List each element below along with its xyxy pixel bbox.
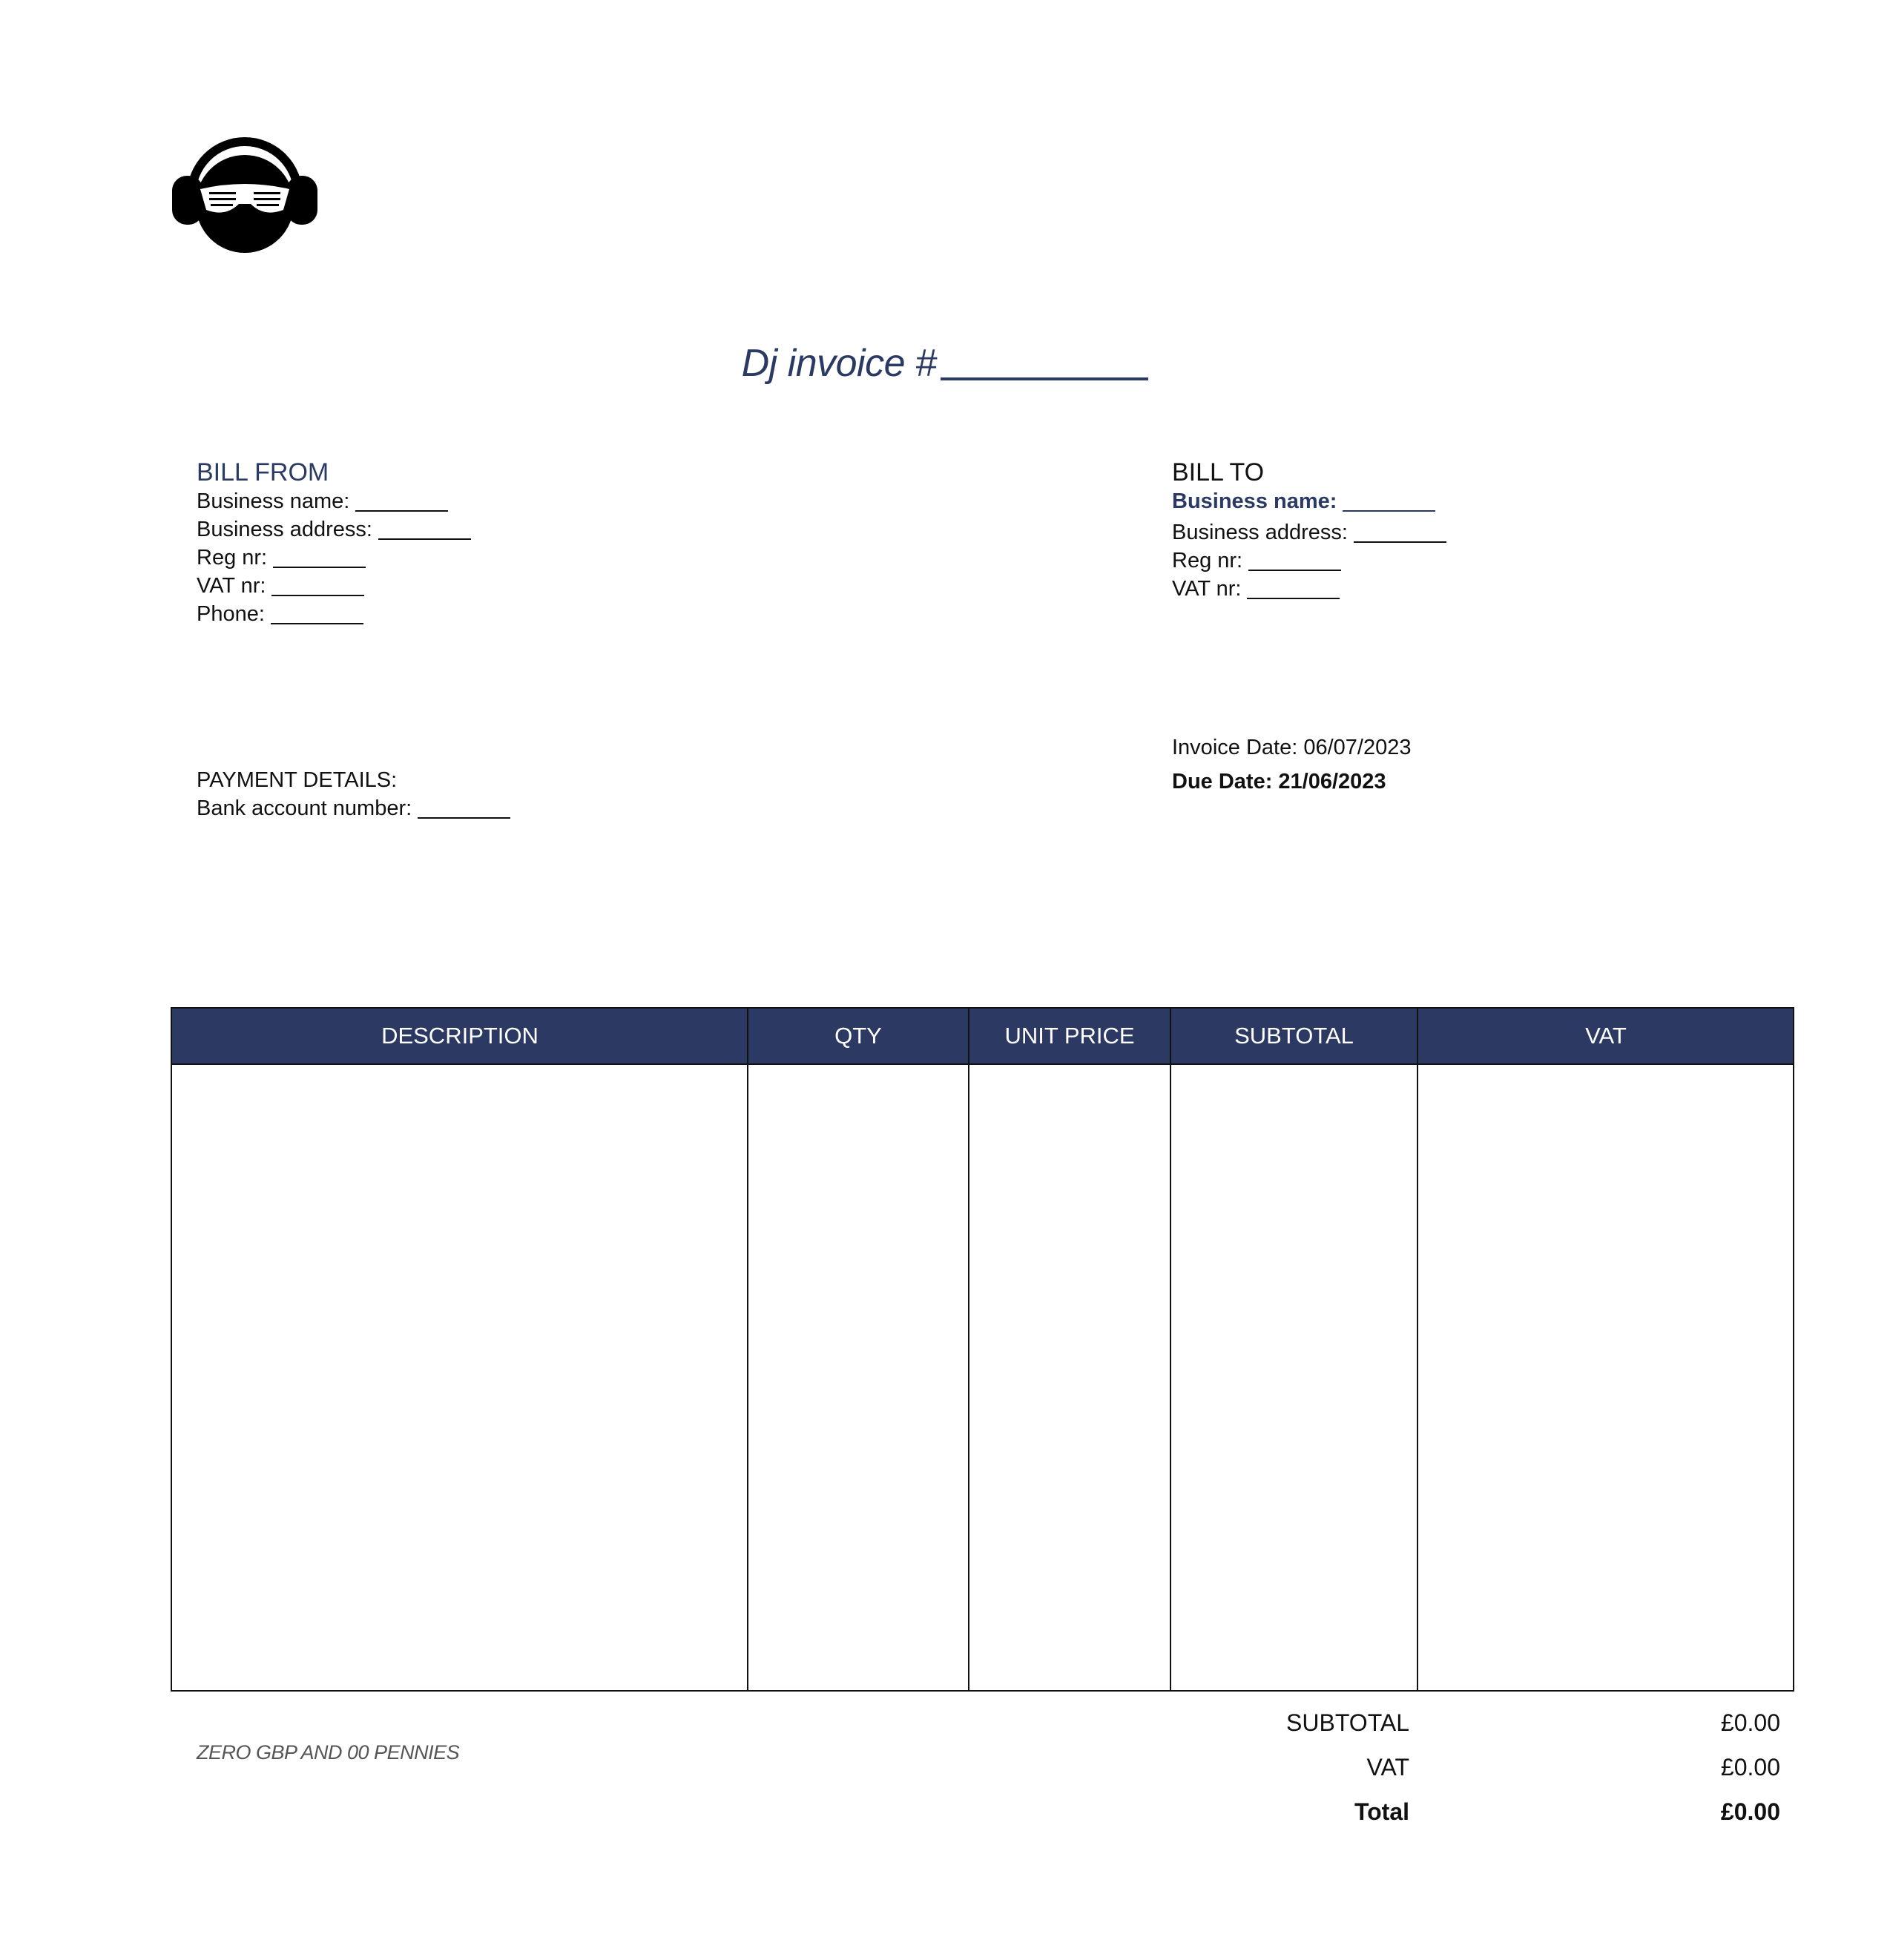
bill-from-business-name: Business name: — [197, 487, 471, 515]
payment-details-section — [197, 766, 510, 822]
vat-label: VAT — [1366, 1754, 1409, 1781]
subtotal-label: SUBTOTAL — [1286, 1709, 1409, 1736]
column-header-subtotal: SUBTOTAL — [1234, 1023, 1354, 1049]
bank-account-number: Bank account number: — [197, 794, 510, 822]
invoice-title-text: Dj invoice # — [741, 342, 937, 385]
column-header-description: DESCRIPTION — [381, 1023, 539, 1049]
dj-headphones-icon — [171, 130, 319, 256]
column-divider — [747, 1009, 748, 1690]
column-header-unit-price: UNIT PRICE — [1004, 1023, 1135, 1049]
bill-from-heading: BILL FROM — [197, 458, 329, 486]
items-table — [171, 1007, 1794, 1692]
total-value: £0.00 — [1720, 1798, 1780, 1825]
column-divider — [968, 1009, 969, 1690]
bill-from-business-address: Business address: — [197, 515, 471, 544]
invoice-date: Invoice Date: 06/07/2023 — [1172, 736, 1412, 759]
table-header — [172, 1009, 1793, 1065]
column-header-vat: VAT — [1585, 1023, 1627, 1049]
bill-to-heading: BILL TO — [1172, 458, 1265, 486]
bill-from-reg-nr: Reg nr: — [197, 544, 471, 572]
payment-details-heading: PAYMENT DETAILS: — [197, 768, 398, 792]
bill-to-business-address: Business address: — [1172, 518, 1446, 547]
bill-to-business-name: Business name: — [1172, 487, 1446, 515]
subtotal-value: £0.00 — [1720, 1709, 1780, 1736]
vat-value: £0.00 — [1720, 1754, 1780, 1781]
amount-in-words: ZERO GBP AND 00 PENNIES — [197, 1741, 460, 1763]
bill-to-section — [1172, 458, 1446, 603]
total-label: Total — [1354, 1798, 1409, 1825]
bill-to-reg-nr: Reg nr: — [1172, 547, 1446, 575]
dates-section — [1172, 730, 1411, 799]
bill-from-vat-nr: VAT nr: — [197, 572, 471, 600]
column-header-qty: QTY — [834, 1023, 882, 1049]
due-date: Due Date: 21/06/2023 — [1172, 770, 1386, 793]
invoice-number-blank — [941, 377, 1148, 380]
column-divider — [1170, 1009, 1171, 1690]
bill-from-section — [197, 458, 471, 628]
bill-to-vat-nr: VAT nr: — [1172, 575, 1446, 603]
invoice-title — [0, 341, 1890, 386]
bill-from-phone: Phone: — [197, 600, 471, 628]
column-divider — [1417, 1009, 1418, 1690]
